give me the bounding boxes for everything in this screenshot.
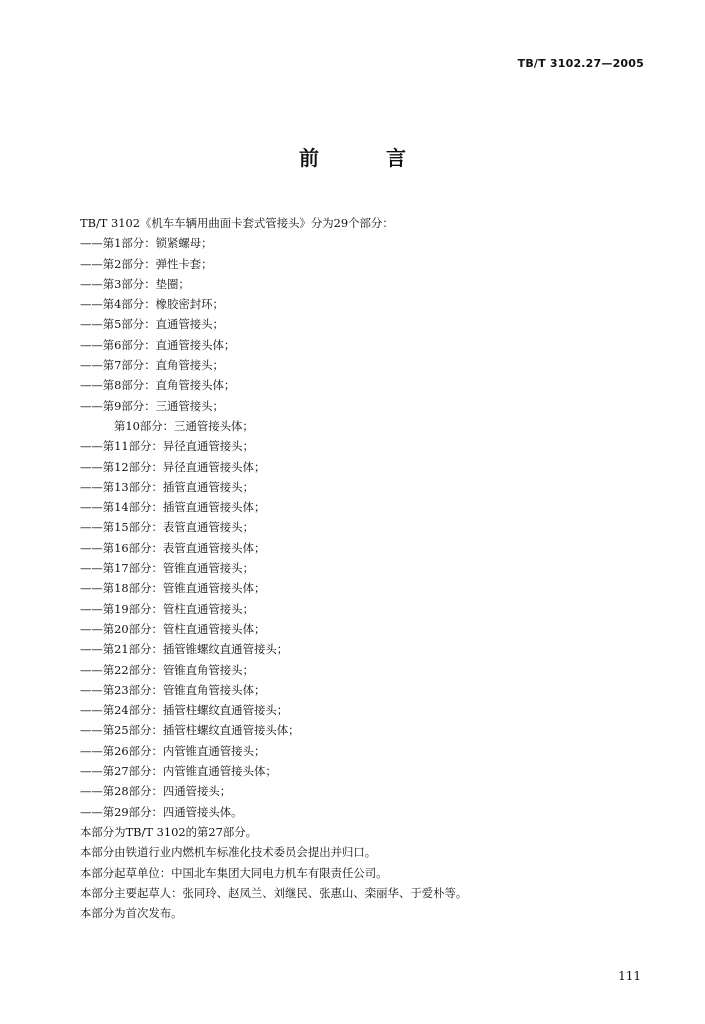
list-item: ——第15部分：表管直通管接头； bbox=[80, 520, 254, 535]
list-item: ——第14部分：插管直通管接头体； bbox=[80, 500, 266, 515]
list-item: ——第16部分：表管直通管接头体； bbox=[80, 540, 266, 555]
list-item: 第10部分：三通管接头体； bbox=[114, 418, 254, 433]
list-item: ——第6部分：直通管接头体； bbox=[80, 337, 236, 352]
statement-first-release: 本部分为首次发布。 bbox=[80, 906, 183, 921]
list-item: ——第22部分：管锥直角管接头； bbox=[80, 662, 254, 677]
list-item: ——第23部分：管锥直角管接头体； bbox=[80, 682, 266, 697]
statement-proposer: 本部分由铁道行业内燃机车标准化技术委员会提出并归口。 bbox=[80, 845, 377, 860]
list-item: ——第11部分：异径直通管接头； bbox=[80, 439, 254, 454]
page-title: 前 言 bbox=[299, 146, 436, 170]
list-item: ——第12部分：异径直通管接头体； bbox=[80, 459, 266, 474]
list-item: ——第25部分：插管柱螺纹直通管接头体； bbox=[80, 723, 300, 738]
statement-drafting-unit: 本部分起草单位：中国北车集团大同电力机车有限责任公司。 bbox=[80, 865, 388, 880]
list-item: ——第2部分：弹性卡套； bbox=[80, 256, 213, 271]
standard-number-header: TB/T 3102.27—2005 bbox=[517, 57, 644, 70]
list-item: ——第17部分：管锥直通管接头； bbox=[80, 561, 254, 576]
list-item: ——第8部分：直角管接头体； bbox=[80, 378, 236, 393]
page-number: 111 bbox=[618, 969, 641, 983]
list-item: ——第3部分：垫圈； bbox=[80, 276, 190, 291]
list-item: ——第1部分：锁紧螺母； bbox=[80, 236, 213, 251]
list-item: ——第29部分：四通管接头体。 bbox=[80, 804, 243, 819]
parts-list bbox=[80, 233, 665, 822]
statements bbox=[80, 822, 665, 923]
list-item: ——第28部分：四通管接头； bbox=[80, 784, 232, 799]
statement-drafters: 本部分主要起草人：张同玲、赵凤兰、刘继民、张惠山、栾丽华、于爱朴等。 bbox=[80, 885, 468, 900]
list-item: ——第7部分：直角管接头； bbox=[80, 358, 224, 373]
foreword-body bbox=[80, 213, 665, 923]
list-item: ——第27部分：内管锥直通管接头体； bbox=[80, 764, 277, 779]
list-item: ——第13部分：插管直通管接头； bbox=[80, 479, 254, 494]
statement-part-number: 本部分为TB/T 3102的第27部分。 bbox=[80, 824, 258, 839]
list-item: ——第26部分：内管锥直通管接头； bbox=[80, 743, 266, 758]
intro-line: TB/T 3102《机车车辆用曲面卡套式管接头》分为29个部分： bbox=[80, 216, 394, 230]
list-item: ——第18部分：管锥直通管接头体； bbox=[80, 581, 266, 596]
list-item: ——第20部分：管柱直通管接头体； bbox=[80, 621, 266, 636]
list-item: ——第9部分：三通管接头； bbox=[80, 398, 224, 413]
list-item: ——第5部分：直通管接头； bbox=[80, 317, 224, 332]
list-item: ——第4部分：橡胶密封环； bbox=[80, 297, 224, 312]
list-item: ——第24部分：插管柱螺纹直通管接头； bbox=[80, 703, 289, 718]
list-item: ——第19部分：管柱直通管接头； bbox=[80, 601, 254, 616]
list-item: ——第21部分：插管锥螺纹直通管接头； bbox=[80, 642, 289, 657]
